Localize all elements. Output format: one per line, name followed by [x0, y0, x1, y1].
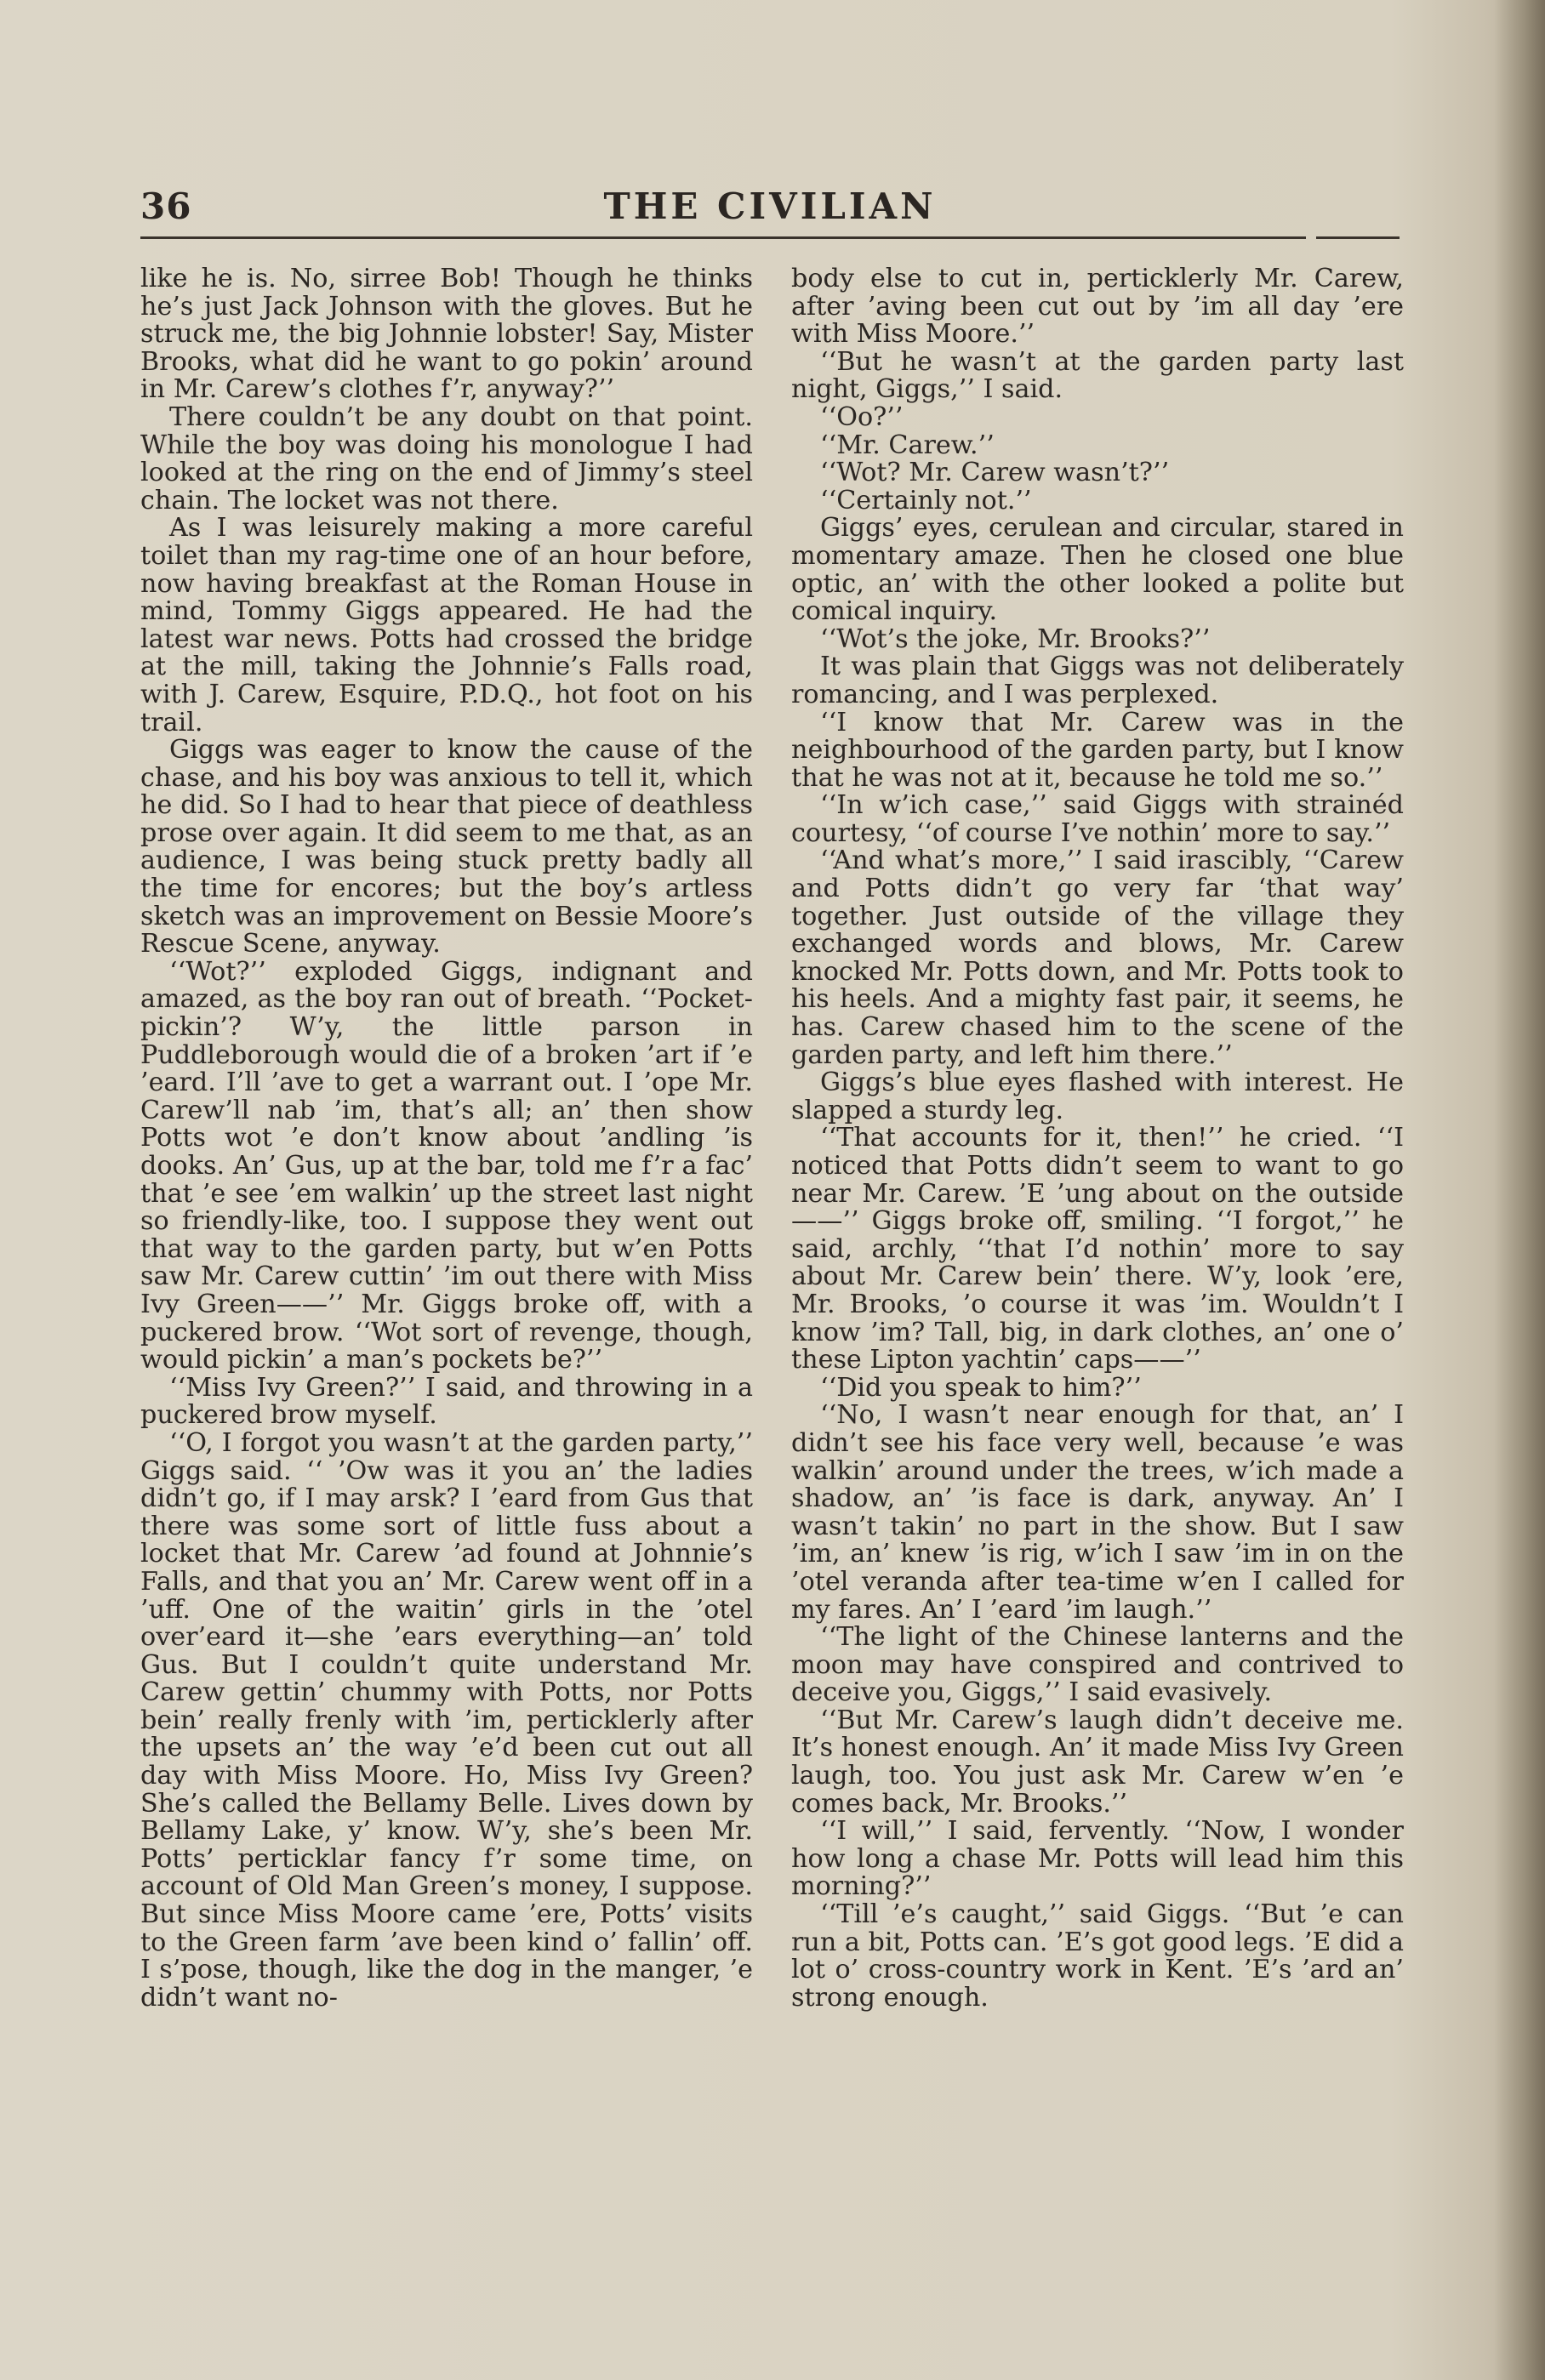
- paragraph: ‘‘Mr. Carew.’’: [820, 430, 995, 460]
- paragraph: It was plain that Giggs was not deliberately romancing, and I was perplexed.: [791, 652, 1404, 709]
- paragraph: ‘‘Wot’s the joke, Mr. Brooks?’’: [820, 623, 1211, 654]
- paragraph: body else to cut in, perticklerly Mr. Carew, after ’aving been cut out by ’im all day ’ere with Miss Moore.’’: [791, 264, 1404, 350]
- running-title: THE CIVILIAN: [603, 185, 937, 227]
- paragraph: ‘‘No, I wasn’t near enough for that, an’ I didn’t see his face very well, because ’e was walkin’ around under the trees, w’ich made a shadow, an’ ’is face is dark, anyway. An’ I wasn’t takin’ no part in the show. But I saw ’im, an’ knew ’is rig, w’ich I saw ’im in on the ’otel veranda after tea-time w’en I called for my fares. An’ I ’eard ’im laugh.’’: [791, 1400, 1404, 1625]
- header-rule-gap: [1306, 235, 1316, 241]
- paragraph: like he is. No, sirree Bob! Though he thinks he’s just Jack Johnson with the gloves. But he struck me, the big Johnnie lobster! Say, Mister Brooks, what did he want to go pokin’ around in Mr. Carew’s clothes f’r, anyway?’’: [140, 264, 753, 405]
- paragraph: ‘‘The light of the Chinese lanterns and the moon may have conspired and contrived to deceive you, Giggs,’’ I said evasively.: [791, 1622, 1404, 1708]
- paragraph: ‘‘But Mr. Carew’s laugh didn’t deceive me. It’s honest enough. An’ it made Miss Ivy Green laugh, too. You just ask Mr. Carew w’en ’e comes back, Mr. Brooks.’’: [791, 1705, 1404, 1819]
- paragraph: ‘‘I will,’’ I said, fervently. ‘‘Now, I wonder how long a chase Mr. Potts will lead him this morning?’’: [791, 1816, 1404, 1902]
- paragraph: As I was leisurely making a more careful toilet than my rag-time one of an hour before, now having breakfast at the Roman House in mind, Tommy Giggs appeared. He had the latest war news. Potts had crossed the bridge at the mill, taking the Johnnie’s Falls road, with J. Carew, Esquire, P.D.Q., hot foot on his trail.: [140, 513, 753, 737]
- paragraph: ‘‘Miss Ivy Green?’’ I said, and throwing in a puckered brow myself.: [140, 1372, 753, 1431]
- header-rule: [140, 236, 1400, 239]
- paragraph: There couldn’t be any doubt on that point. While the boy was doing his monologue I had looked at the ring on the end of Jimmy’s steel chain. The locket was not there.: [140, 401, 753, 515]
- paragraph: Giggs’ eyes, cerulean and circular, stared in momentary amaze. Then he closed one blue optic, an’ with the other looked a polite but comical inquiry.: [791, 513, 1404, 627]
- paragraph: Giggs’s blue eyes flashed with interest. He slapped a sturdy leg.: [791, 1068, 1404, 1125]
- paragraph: ‘‘I know that Mr. Carew was in the neighbourhood of the garden party, but I know that he was not at it, because he told me so.’’: [791, 707, 1404, 793]
- paragraph: ‘‘And what’s more,’’ I said irascibly, ‘‘Carew and Potts didn’t go very far ‘that way’ together. Just outside of the village they exchanged words and blows, Mr. Carew knocked Mr. Potts down, and Mr. Potts took to his heels. And a mighty fast pair, it seems, he has. Carew chased him to the scene of the garden party, and left him there.’’: [791, 846, 1404, 1070]
- paragraph: Giggs was eager to know the cause of the chase, and his boy was anxious to tell it, which he did. So I had to hear that piece of deathless prose over again. It did seem to me that, as an audience, I was being stuck pretty badly all the time for encores; but the boy’s artless sketch was an improvement on Bessie Moore’s Rescue Scene, anyway.: [140, 735, 753, 959]
- paragraph: ‘‘Certainly not.’’: [820, 485, 1032, 515]
- binding-shadow: [1494, 0, 1545, 2380]
- paragraph: ‘‘That accounts for it, then!’’ he cried. ‘‘I noticed that Potts didn’t seem to want to go near Mr. Carew. ’E ’ung about on the outside——’’ Giggs broke off, smiling. ‘‘I forgot,’’ he said, archly, ‘‘that I’d nothin’ more to say about Mr. Carew bein’ there. W’y, look ’ere, Mr. Brooks, ’o course it was ’im. Wouldn’t I know ’im? Tall, big, in dark clothes, an’ one o’ these Lipton yachtin’ caps——’’: [791, 1123, 1404, 1375]
- paragraph: ‘‘But he wasn’t at the garden party last night, Giggs,’’ I said.: [791, 346, 1404, 405]
- page-number: 36: [140, 185, 192, 227]
- paragraph: ‘‘Oo?’’: [820, 401, 904, 432]
- left-column: [140, 265, 753, 2012]
- paragraph: ‘‘Wot?’’ exploded Giggs, indignant and amazed, as the boy ran out of breath. ‘‘Pocket-pickin’? W’y, the little parson in Puddleborough would die of a broken ’art if ’e ’eard. I’ll ’ave to get a warrant out. I ’ope Mr. Carew’ll nab ’im, that’s all; an’ then show Potts wot ’e don’t know about ’andling ’is dooks. An’ Gus, up at the bar, told me f’r a fac’ that ’e see ’em walkin’ up the street last night so friendly-like, too. I suppose they went out that way to the garden party, but w’en Potts saw Mr. Carew cuttin’ ’im out there with Miss Ivy Green——’’ Mr. Giggs broke off, with a puckered brow. ‘‘Wot sort of revenge, though, would pickin’ a man’s pockets be?’’: [140, 956, 753, 1375]
- paragraph: ‘‘O, I forgot you wasn’t at the garden party,’’ Giggs said. ‘‘ ’Ow was it you an’ the ladies didn’t go, if I may arsk? I ’eard from Gus that there was some sort of little fuss about a locket that Mr. Carew ’ad found at Johnnie’s Falls, and that you an’ Mr. Carew went off in a ’uff. One of the waitin’ girls in the ’otel over’eard it—she ’ears everything—an’ told Gus. But I couldn’t quite understand Mr. Carew gettin’ chummy with Potts, nor Potts bein’ really frenly with ’im, perticklerly after the upsets an’ the way ’e’d been cut out all day with Miss Moore. Ho, Miss Ivy Green? She’s called the Bellamy Belle. Lives down by Bellamy Lake, y’ know. W’y, she’s been Mr. Potts’ perticklar fancy f’r some time, on account of Old Man Green’s money, I suppose. But since Miss Moore came ’ere, Potts’ visits to the Green farm ’ave been kind o’ fallin’ off. I s’pose, though, like the dog in the manger, ’e didn’t want no-: [140, 1427, 753, 2013]
- paragraph: ‘‘Wot? Mr. Carew wasn’t?’’: [820, 458, 1170, 488]
- paragraph: ‘‘Did you speak to him?’’: [820, 1372, 1142, 1403]
- right-column: [791, 265, 1404, 2012]
- paragraph: ‘‘Till ’e’s caught,’’ said Giggs. ‘‘But ’e can run a bit, Potts can. ’E’s got good legs. ’E did a lot o’ cross-country work in Kent. ’E’s ’ard an’ strong enough.: [791, 1899, 1404, 2013]
- paragraph: ‘‘In w’ich case,’’ said Giggs with strainéd courtesy, ‘‘of course I’ve nothin’ more to say.’’: [791, 790, 1404, 848]
- page-header: [140, 179, 1400, 238]
